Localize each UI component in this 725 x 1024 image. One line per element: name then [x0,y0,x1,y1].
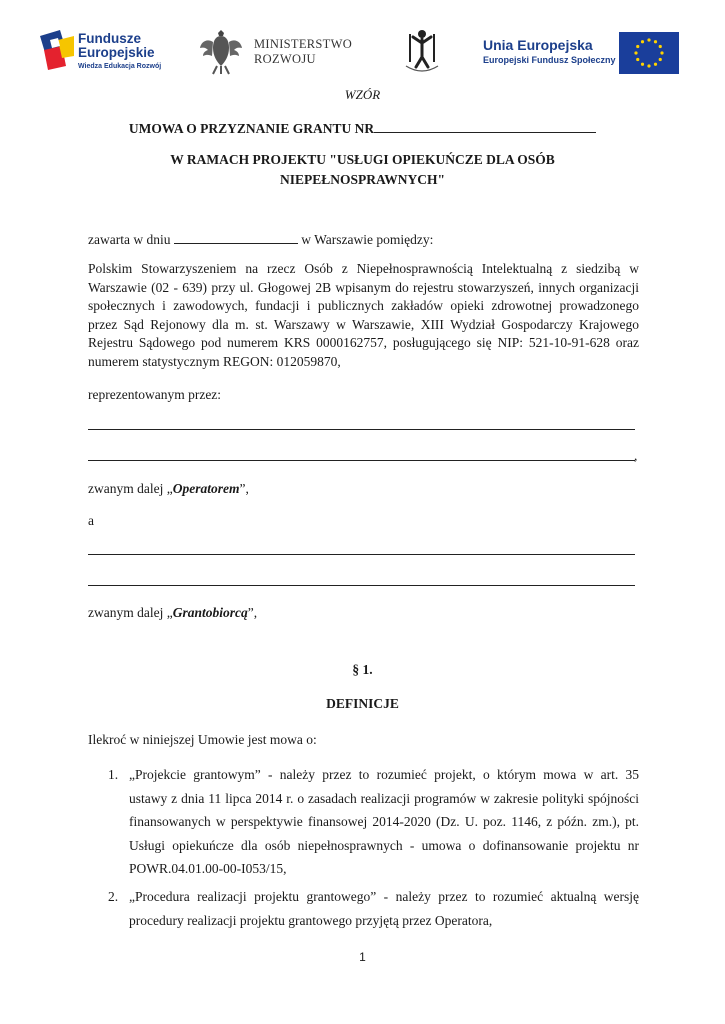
association-emblem-icon [400,26,444,74]
eu-star [654,40,657,43]
fe-logo-line3: Wiedza Edukacja Rozwój [78,63,162,70]
page-number: 1 [359,950,366,964]
template-label: WZÓR [344,87,381,102]
eu-star [634,51,637,54]
eu-star [636,45,639,48]
representative-blank-2 [88,460,635,461]
eu-logo-line2: Europejski Fundusz Społeczny [483,55,616,65]
concluded-on-line [88,229,639,250]
definition-line: „Procedura realizacji projektu grantowego” - należy przez to rozumieć aktualną wersję [129,889,639,904]
definition-line: finansowanych w perspektywie finansowej 2014-2020 (Dz. U. poz. 1146, z późn. zm.), pt. [129,814,639,829]
eu-star [659,58,662,61]
polish-eagle-emblem-icon [198,26,244,76]
section-number: § 1. [352,662,373,677]
project-title-line2: NIEPEŁNOSPRAWNYCH" [279,172,445,187]
grantee-term: Grantobiorcą [172,605,248,620]
party1-line: Rejestru Sądowego pod numerem KRS 0000162757, posługującego się NIP: 521-10-91-628 oraz [88,335,639,350]
party1-line: Warszawie (02 - 639) przy ul. Głogowej 2B wpisanym do rejestru stowarzyszeń, innych organizacji [88,279,639,295]
operator-term: Operatorem [172,481,240,496]
concluded-prefix: zawarta w dniu [88,232,171,247]
fe-logo-line1: Fundusze [78,31,141,46]
operator-designation [88,480,639,499]
party1-line: przez Sąd Rejonowy dla m. st. Warszawy w Warszawie, XIII Wydział Gospodarczy Krajowego [88,316,639,332]
eu-star [647,64,650,67]
eu-flag-icon [619,32,679,74]
fundusze-europejskie-mark-icon [40,30,74,70]
trailing-comma: , [634,448,638,463]
concluded-suffix: w Warszawie pomiędzy: [301,232,434,247]
party1-description [88,260,639,371]
section-title: DEFINICJE [326,696,399,711]
eu-star [647,38,650,41]
representative-blank-1 [88,429,635,430]
eu-star [641,40,644,43]
called-suffix: ”, [247,605,258,620]
and-word: a [88,513,94,528]
contract-number-blank [374,118,596,133]
called-prefix: zwanym dalej „ [88,481,173,496]
party1-line: społecznych i zawodowych, fundacji i publicznych zakładów opieki zdrowotnej prowadzonego [88,298,639,313]
project-title [0,150,725,190]
eu-star [660,51,663,54]
date-blank [174,229,298,244]
eu-star [641,63,644,66]
eu-star [636,58,639,61]
grantee-blank-2 [88,585,635,586]
ministry-name [254,37,352,67]
definition-line: „Projekcie grantowym” - należy przez to rozumieć projekt, o którym mowa w art. 35 [129,767,639,782]
fe-logo-line2: Europejskie [78,45,155,60]
eu-star [659,45,662,48]
contract-title [0,118,725,137]
definition-line: Usługi opiekuńcze dla osób niepełnosprawnych - umowa o dofinansowanie projektu nr [129,837,639,853]
ministry-line1: MINISTERSTWO [254,37,353,51]
definition-number: 1. [108,767,119,782]
called-prefix: zwanym dalej „ [88,605,173,620]
definition-number: 2. [108,889,119,904]
definition-line: procedury realizacji projektu grantowego przyjętą przez Operatora, [129,912,493,928]
party1-line: numerem statystycznym REGON: 012059870, [88,353,341,369]
eu-logo-line1: Unia Europejska [483,37,593,53]
eu-logo-text [483,37,616,65]
eu-star [654,63,657,66]
called-suffix: ”, [239,481,249,496]
contract-title-text: UMOWA O PRZYZNANIE GRANTU NR [128,121,375,136]
grantee-blank-1 [88,554,635,555]
party1-line: Polskim Stowarzyszeniem na rzecz Osób z Niepełnosprawnością Intelektualną z siedzibą w [88,261,639,276]
grantee-designation [88,604,639,623]
definition-line: POWR.04.01.00-00-I053/15, [129,861,287,876]
project-title-line1: W RAMACH PROJEKTU "USŁUGI OPIEKUŃCZE DLA OSÓB [170,152,555,167]
ministry-line2: ROZWOJU [254,52,316,66]
fundusze-europejskie-logo [40,28,180,78]
definition-line: ustawy z dnia 11 lipca 2014 r. o zasadach realizacji programów w zakresie polityki spójności [129,790,639,806]
definitions-intro: Ilekroć w niniejszej Umowie jest mowa o: [88,732,317,747]
represented-by: reprezentowanym przez: [88,387,222,402]
